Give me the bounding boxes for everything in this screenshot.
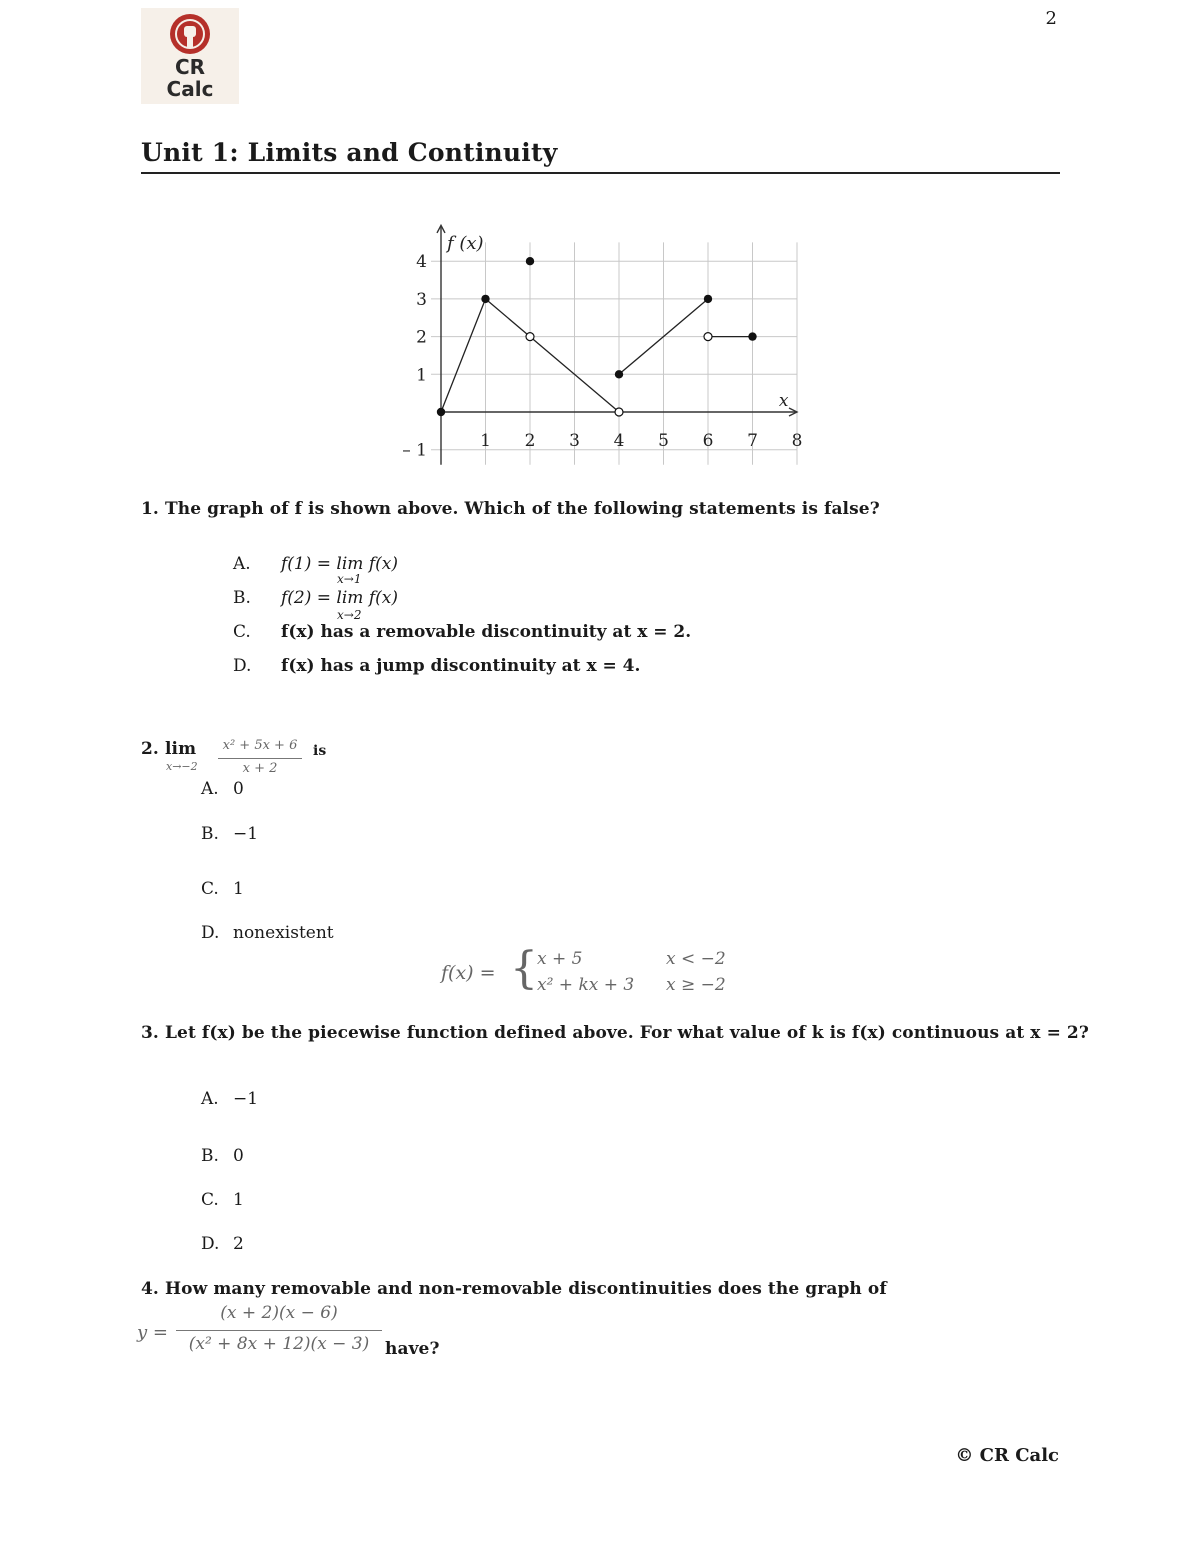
open-point [704, 333, 712, 341]
q1-option-b-limit-sub: x→2 [337, 608, 362, 622]
logo-text-line1: CR [174, 55, 206, 79]
q3-option-d[interactable] [201, 1234, 244, 1254]
y-tick-label: – 1 [402, 440, 427, 461]
q1-option-a[interactable] [233, 554, 398, 586]
question-2-lim-sub: x→−2 [166, 760, 198, 773]
y-tick-label: 4 [416, 252, 427, 273]
x-tick-label: 5 [658, 431, 669, 451]
q1-option-b-letter: B. [233, 588, 251, 608]
q3-option-c[interactable] [201, 1190, 244, 1210]
question-3-prompt: Let f(x) be the piecewise function defined above. For what value of k is f(x) continuous at x = 2? [164, 1023, 1089, 1043]
x-axis-label: x [778, 391, 789, 411]
piecewise-row2-cond: x ≥ −2 [666, 975, 726, 995]
closed-point [748, 332, 756, 340]
x-tick-label: 8 [791, 431, 803, 451]
x-tick-label: 6 [702, 431, 714, 451]
piecewise-lhs: f(x) = [441, 962, 496, 984]
q3-option-a-text: −1 [233, 1089, 259, 1109]
closed-point [437, 408, 445, 416]
question-4-fraction-bar [176, 1330, 382, 1331]
q2-option-b-text: −1 [233, 824, 259, 844]
q1-option-a-limit-sub: x→1 [337, 572, 362, 586]
q3-option-c-letter: C. [201, 1190, 219, 1210]
q2-option-b[interactable] [201, 824, 258, 844]
question-4-y-eq: y = [137, 1322, 168, 1343]
q2-option-d-letter: D. [201, 923, 220, 943]
q3-option-a-letter: A. [201, 1089, 219, 1109]
cr-calc-logo [141, 8, 239, 104]
q2-option-d-text: nonexistent [233, 923, 334, 943]
q3-option-c-text: 1 [233, 1190, 244, 1210]
question-4 [141, 1279, 887, 1299]
question-4-numerator: (x + 2)(x − 6) [220, 1303, 338, 1323]
q2-option-b-letter: B. [201, 824, 219, 844]
q1-option-b[interactable] [233, 588, 398, 622]
logo-text-line2: Calc [166, 77, 214, 101]
question-2 [141, 739, 196, 759]
question-2-denominator: x + 2 [242, 761, 278, 776]
closed-point [615, 370, 623, 378]
y-tick-label: 3 [416, 289, 427, 310]
q3-option-b[interactable] [201, 1146, 244, 1166]
q2-option-c[interactable] [201, 879, 244, 899]
copyright-footer: © CR Calc [955, 1445, 1059, 1466]
q1-option-c[interactable] [233, 622, 691, 642]
y-tick-label: 2 [416, 327, 427, 348]
question-4-prompt: How many removable and non-removable discontinuities does the graph of [164, 1279, 887, 1299]
graph-segment [486, 299, 531, 337]
open-point [615, 408, 623, 416]
question-2-number: 2. [141, 739, 159, 759]
piecewise-row1-cond: x < −2 [666, 949, 726, 969]
title-underline [141, 172, 1060, 174]
q1-option-c-text: f(x) has a removable discontinuity at x = 2. [281, 622, 692, 642]
page-number: 2 [1045, 8, 1057, 29]
open-point [526, 333, 534, 341]
q2-option-c-letter: C. [201, 879, 219, 899]
q3-option-d-text: 2 [233, 1234, 244, 1254]
question-2-lim: lim [164, 739, 197, 759]
question-2-fraction-bar [218, 758, 302, 759]
piecewise-row1-expr: x + 5 [537, 949, 583, 969]
question-4-tail: have? [385, 1339, 440, 1359]
function-graph [390, 215, 810, 475]
question-1-number: 1. [141, 499, 159, 519]
y-axis-label: f (x) [447, 233, 484, 255]
y-tick-label: 1 [416, 365, 427, 386]
closed-point [526, 257, 534, 265]
q1-option-c-letter: C. [233, 622, 251, 642]
closed-point [704, 295, 712, 303]
graph-segment [441, 299, 486, 412]
q2-option-d[interactable] [201, 923, 334, 943]
question-4-denominator: (x² + 8x + 12)(x − 3) [188, 1334, 370, 1354]
q2-option-c-text: 1 [233, 879, 244, 899]
x-tick-label: 7 [747, 431, 758, 451]
q1-option-d[interactable] [233, 656, 640, 676]
q2-option-a-text: 0 [233, 779, 244, 799]
q3-option-d-letter: D. [201, 1234, 220, 1254]
raised-fist-icon [141, 8, 239, 58]
q1-option-b-text: f(2) = lim f(x) [281, 588, 398, 608]
question-3-number: 3. [141, 1023, 159, 1043]
question-4-number: 4. [141, 1279, 159, 1299]
question-3 [141, 1023, 1089, 1043]
q1-option-d-letter: D. [233, 656, 252, 676]
q3-option-b-letter: B. [201, 1146, 219, 1166]
x-tick-label: 3 [569, 431, 580, 451]
q1-option-a-text: f(1) = lim f(x) [281, 554, 398, 574]
closed-point [481, 295, 489, 303]
question-1 [141, 499, 880, 519]
piecewise-brace: { [510, 943, 538, 994]
question-2-numerator: x² + 5x + 6 [222, 738, 298, 753]
q2-option-a[interactable] [201, 779, 244, 799]
x-tick-label: 1 [480, 431, 491, 451]
question-1-prompt: The graph of f is shown above. Which of the following statements is false? [164, 499, 880, 519]
x-tick-label: 4 [613, 431, 625, 451]
piecewise-row2-expr: x² + kx + 3 [537, 975, 635, 995]
q3-option-a[interactable] [201, 1089, 258, 1109]
q2-option-a-letter: A. [201, 779, 219, 799]
q1-option-d-text: f(x) has a jump discontinuity at x = 4. [281, 656, 641, 676]
q1-option-a-letter: A. [233, 554, 251, 574]
q3-option-b-text: 0 [233, 1146, 244, 1166]
x-tick-label: 2 [524, 431, 536, 451]
page-title: Unit 1: Limits and Continuity [141, 138, 558, 167]
question-2-tail: is [313, 743, 327, 759]
